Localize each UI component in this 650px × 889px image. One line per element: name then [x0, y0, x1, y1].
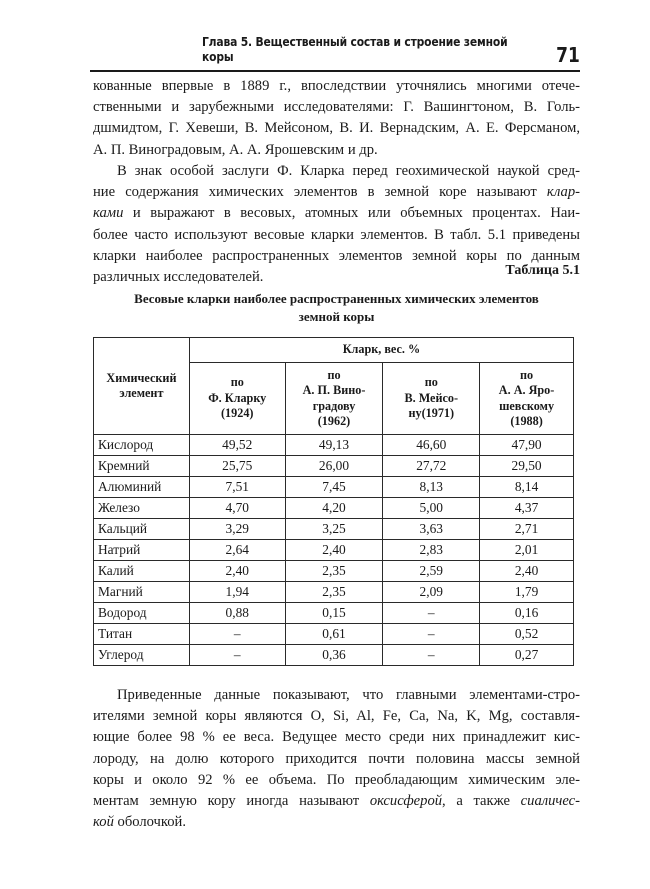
header-line: (1962)	[317, 414, 351, 428]
text-line: А. П. Виноградовым, А. А. Ярошевским и др.	[93, 141, 378, 158]
text-span: ние содержания химических элементов в земной коре называют	[93, 184, 547, 201]
cell-vinogradov: 2,40	[285, 540, 383, 561]
header-element-line: Химический	[106, 370, 177, 385]
table-row	[94, 498, 574, 519]
cell-yaroshevsky: 0,27	[480, 645, 574, 666]
chapter-title: Глава 5. Вещественный состав и строение земной коры	[202, 34, 508, 64]
cell-element: Магний	[94, 582, 190, 603]
cell-element: Водород	[94, 603, 190, 624]
cell-vinogradov: 3,25	[285, 519, 383, 540]
text-line: ителями земной коры являются O, Si, Al, Fe, Ca, Na, K, Mg, составля-	[93, 708, 580, 725]
cell-yaroshevsky: 2,40	[480, 561, 574, 582]
cell-element: Углерод	[94, 645, 190, 666]
header-line: по	[230, 375, 244, 390]
table-row	[94, 645, 574, 666]
table-caption-line: Весовые кларки наиболее распространенных химических элементов	[134, 291, 539, 306]
cell-vinogradov: 0,36	[285, 645, 383, 666]
text-line: В знак особой заслуги Ф. Кларка перед геохимической наукой сред-	[117, 163, 580, 179]
header-line: Ф. Кларку	[208, 390, 267, 405]
cell-clarke: 7,51	[189, 477, 285, 498]
table-row	[94, 561, 574, 582]
text-line: ющие более 98 % ее веса. Ведущее место среди них принадлежит кис-	[93, 729, 580, 746]
text-line: лороду, на долю которого приходится почти половина массы земной	[93, 750, 580, 767]
header-element	[94, 338, 190, 435]
header-line: А. П. Вино-	[302, 383, 366, 397]
header-line: А. А. Яро-	[498, 383, 555, 397]
cell-clarke: 49,52	[189, 435, 285, 456]
text-line: дшмидтом, Г. Хевеши, В. Мейсоном, В. И. Вернадским, А. Е. Ферсманом,	[93, 120, 580, 137]
cell-mason: 2,09	[383, 582, 480, 603]
header-col-clarke	[189, 363, 285, 435]
cell-yaroshevsky: 47,90	[480, 435, 574, 456]
text-line	[93, 791, 580, 812]
cell-clarke: 4,70	[189, 498, 285, 519]
cell-mason: 8,13	[383, 477, 480, 498]
table-row	[94, 603, 574, 624]
text-line	[93, 182, 580, 203]
cell-element: Титан	[94, 624, 190, 645]
header-col-vinogradov	[285, 363, 383, 435]
header-line: ну(1971)	[408, 406, 455, 421]
cell-yaroshevsky: 2,71	[480, 519, 574, 540]
table-row	[94, 456, 574, 477]
text-line: Приведенные данные показывают, что главными элементами-стро-	[117, 687, 580, 703]
header-line: (1988)	[510, 414, 543, 428]
header-line: В. Мейсо-	[404, 390, 459, 405]
cell-mason: 2,83	[383, 540, 480, 561]
cell-yaroshevsky: 0,16	[480, 603, 574, 624]
header-line: по	[327, 367, 341, 382]
header-line: шевскому	[499, 398, 555, 413]
table-label: Таблица 5.1	[505, 263, 580, 278]
cell-yaroshevsky: 0,52	[480, 624, 574, 645]
clarke-table	[93, 337, 574, 666]
text-line: более часто используют весовые кларки элементов. В табл. 5.1 приведены	[93, 226, 580, 243]
cell-element: Железо	[94, 498, 190, 519]
cell-clarke: –	[189, 645, 285, 666]
table-row	[94, 519, 574, 540]
text-span: ментам земную кору иногда называют	[93, 793, 370, 810]
cell-mason: 3,63	[383, 519, 480, 540]
cell-yaroshevsky: 2,01	[480, 540, 574, 561]
header-line: по	[424, 375, 438, 390]
table-body	[94, 435, 574, 666]
cell-clarke: 2,64	[189, 540, 285, 561]
text-line: различных исследователей.	[93, 269, 264, 286]
table-caption	[93, 290, 580, 326]
paragraph-3	[93, 685, 580, 833]
header-element-line: элемент	[119, 386, 164, 400]
cell-element: Калий	[94, 561, 190, 582]
text-line	[93, 812, 580, 833]
header-clarke-group: Кларк, вес. %	[189, 338, 573, 363]
table-row	[94, 624, 574, 645]
header-col-mason	[383, 363, 480, 435]
text-line: ственными и зарубежными исследователями: Г. Вашингтоном, В. Голь-	[93, 99, 580, 116]
header-line: градову	[312, 398, 356, 413]
cell-vinogradov: 7,45	[285, 477, 383, 498]
cell-mason: –	[383, 645, 480, 666]
table-row	[94, 435, 574, 456]
cell-vinogradov: 26,00	[285, 456, 383, 477]
text-line: коры и около 92 % ее объема. По преобладающим химическим эле-	[93, 771, 580, 788]
cell-vinogradov: 0,61	[285, 624, 383, 645]
table-row	[94, 540, 574, 561]
cell-mason: 27,72	[383, 456, 480, 477]
cell-element: Кальций	[94, 519, 190, 540]
term-clarke-cont: ками	[93, 205, 124, 222]
cell-yaroshevsky: 4,37	[480, 498, 574, 519]
running-header	[90, 34, 580, 72]
cell-clarke: 3,29	[189, 519, 285, 540]
header-line: (1924)	[221, 406, 254, 421]
term-sialic-cont: кой	[93, 814, 114, 831]
header-line: по	[520, 367, 534, 382]
text-span: , а также	[442, 793, 521, 810]
text-line	[93, 203, 580, 224]
text-span: и выражают в весовых, атомных или объемных процентах. Наи-	[123, 205, 580, 222]
cell-vinogradov: 0,15	[285, 603, 383, 624]
cell-vinogradov: 2,35	[285, 582, 383, 603]
text-line: кларки наиболее распространенных элементов земной коры по данным	[93, 247, 580, 264]
cell-mason: 2,59	[383, 561, 480, 582]
table-row	[94, 477, 574, 498]
cell-vinogradov: 49,13	[285, 435, 383, 456]
cell-mason: 46,60	[383, 435, 480, 456]
cell-clarke: 0,88	[189, 603, 285, 624]
cell-element: Алюминий	[94, 477, 190, 498]
cell-clarke: –	[189, 624, 285, 645]
text-span: оболочкой.	[113, 814, 186, 831]
cell-clarke: 2,40	[189, 561, 285, 582]
cell-mason: –	[383, 624, 480, 645]
cell-element: Натрий	[94, 540, 190, 561]
cell-mason: 5,00	[383, 498, 480, 519]
cell-mason: –	[383, 603, 480, 624]
cell-vinogradov: 2,35	[285, 561, 383, 582]
table-caption-line: земной коры	[298, 309, 375, 324]
cell-yaroshevsky: 29,50	[480, 456, 574, 477]
cell-yaroshevsky: 1,79	[480, 582, 574, 603]
term-clarke: клар-	[546, 184, 580, 201]
term-oxysphere: оксисферой	[369, 793, 443, 810]
cell-element: Кремний	[94, 456, 190, 477]
text-line: кованные впервые в 1889 г., впоследствии уточнялись многими отече-	[93, 78, 580, 94]
header-col-yaroshevsky	[480, 363, 574, 435]
page-number: 71	[556, 43, 580, 67]
cell-clarke: 25,75	[189, 456, 285, 477]
cell-clarke: 1,94	[189, 582, 285, 603]
term-sialic: сиаличес-	[520, 793, 580, 810]
paragraph-1	[93, 76, 580, 161]
cell-vinogradov: 4,20	[285, 498, 383, 519]
cell-element: Кислород	[94, 435, 190, 456]
table-row	[94, 582, 574, 603]
cell-yaroshevsky: 8,14	[480, 477, 574, 498]
